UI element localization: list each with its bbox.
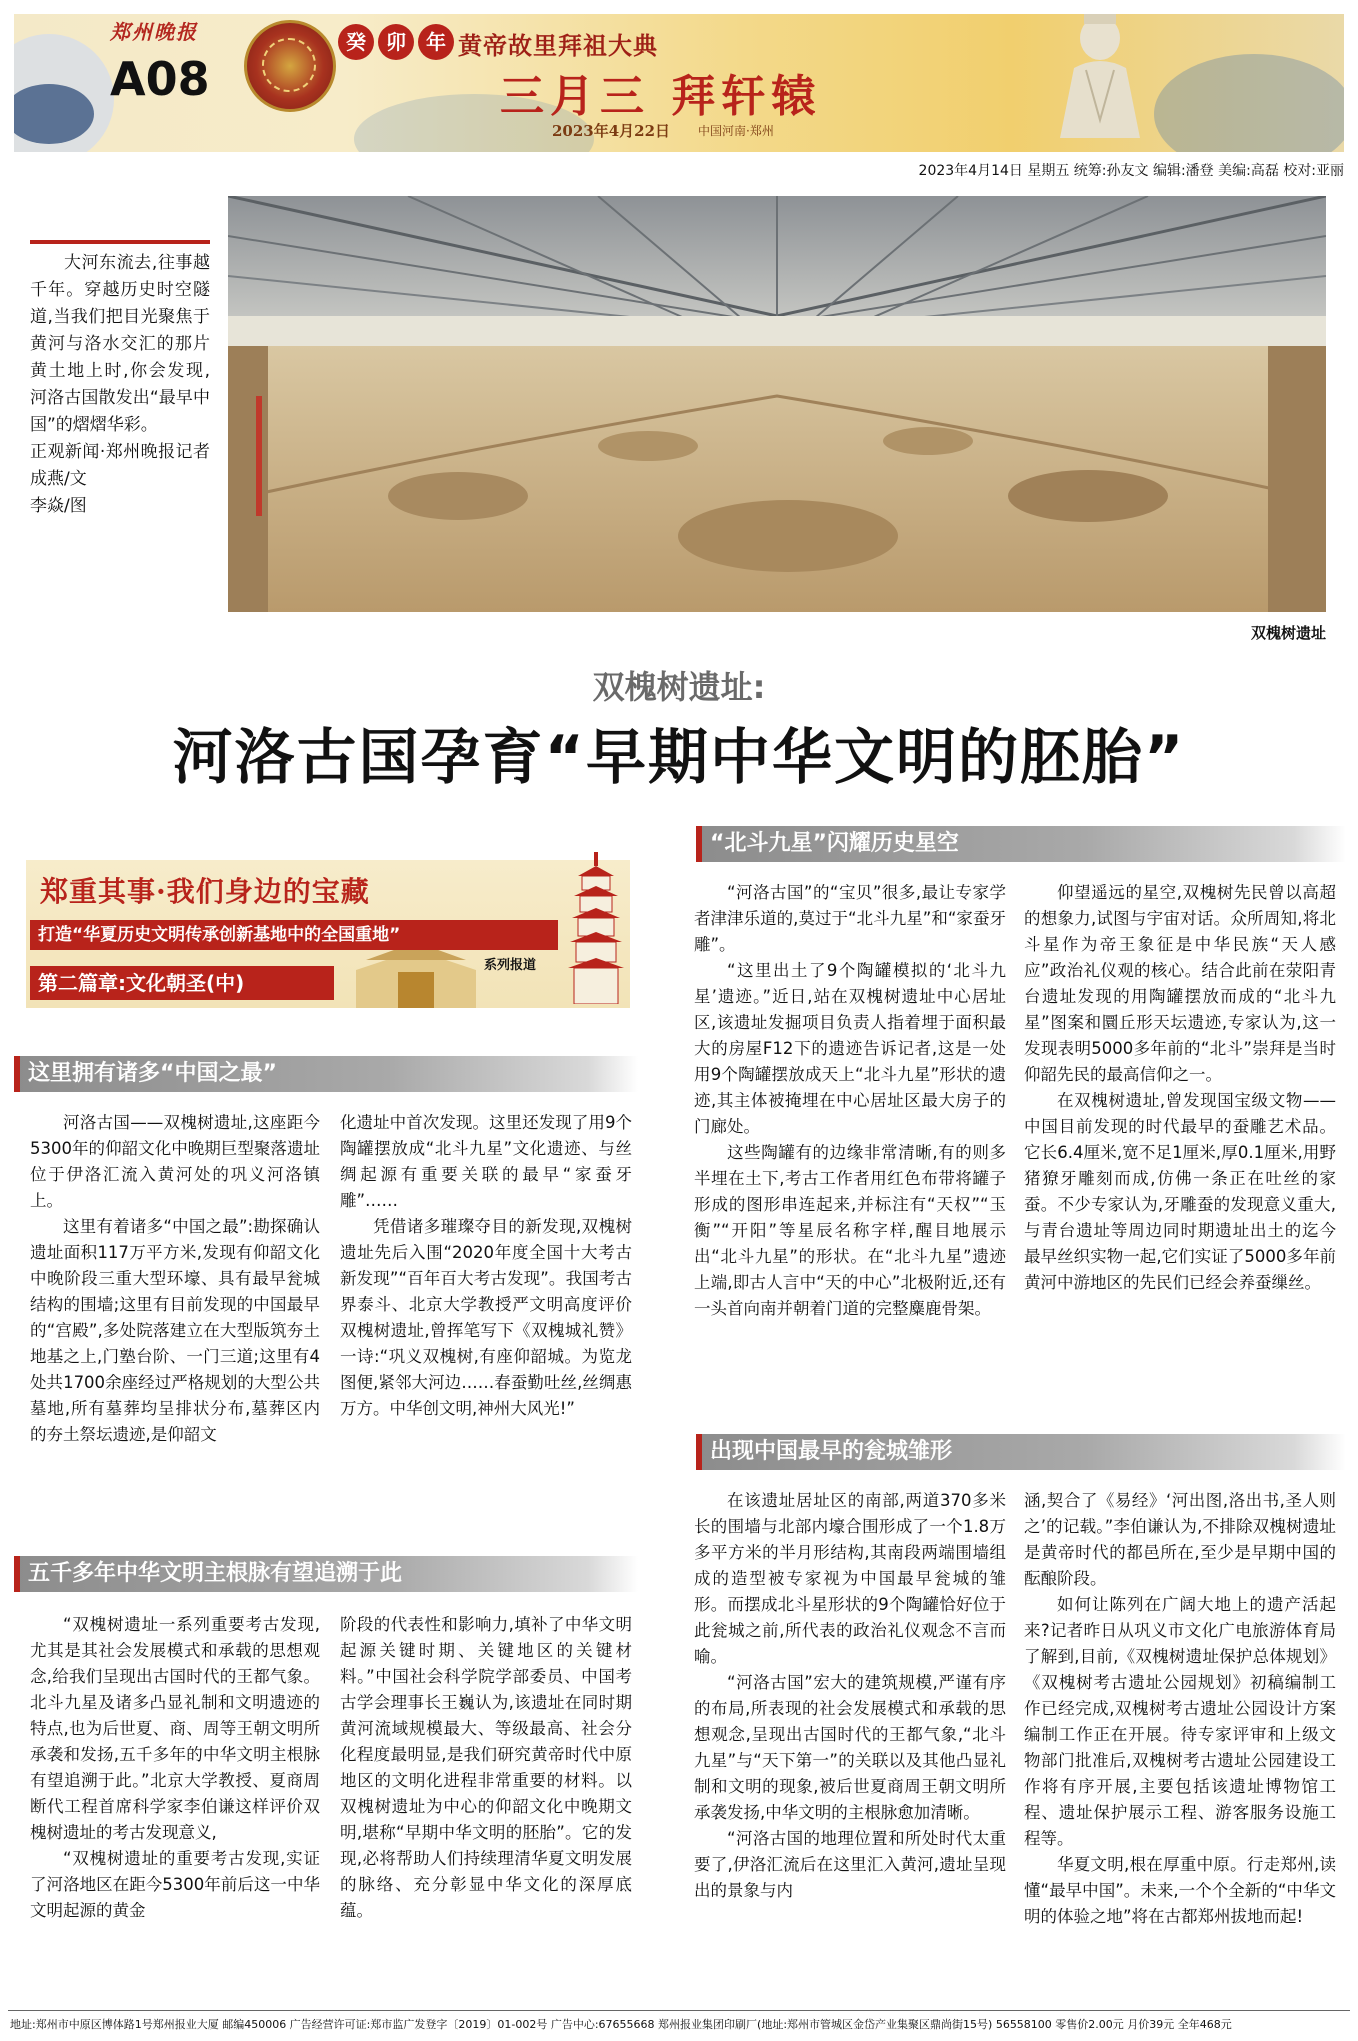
series-chapter: 第二篇章:文化朝圣(中) bbox=[30, 966, 334, 1000]
pagoda-icon bbox=[566, 852, 626, 1004]
paragraph: “河洛古国的地理位置和所处时代太重要了,伊洛汇流后在这里汇入黄河,遗址呈现出的景象与内 bbox=[694, 1829, 1006, 1900]
section-4-col-right bbox=[1024, 1488, 1336, 1930]
paragraph: 华夏文明,根在厚重中原。行走郑州,读懂“最早中国”。未来,一个个全新的“中华文明的体验之地”将在古都郑州拔地而起! bbox=[1024, 1855, 1336, 1926]
year-char-1: 癸 bbox=[338, 24, 374, 60]
event-date: 2023年4月22日 bbox=[552, 122, 671, 140]
newspaper-brand: 郑州晚报 bbox=[110, 20, 198, 44]
seal-ring bbox=[262, 38, 316, 92]
yellow-emperor-statue-icon bbox=[1040, 10, 1160, 138]
event-name: 黄帝故里拜祖大典 bbox=[458, 31, 658, 60]
paragraph: 在双槐树遗址,曾发现国宝级文物——中国目前发现的时代最早的蚕雕艺术品。它长6.4厘米,宽不足1厘米,厚0.1厘米,用野猪獠牙雕刻而成,仿佛一条正在吐丝的家蚕。不少专家认为,牙雕蚕的发现意义重大,与青台遗址等周边同时期遗址出土的迄今最早丝织实物一起,它们实证了5000多年前黄河中游地区的先民们已经会养蚕缫丝。 bbox=[1024, 1091, 1336, 1292]
paragraph: 凭借诸多璀璨夺目的新发现,双槐树遗址先后入围“2020年度全国十大考古新发现”“百年百大考古发现”。我国考古界泰斗、北京大学教授严文明高度评价双槐树遗址,曾挥笔写下《双槐城礼赞》一诗:“巩义双槐树,有座仰韶城。为览龙图便,紧邻大河边……春蚕勤吐丝,丝绸惠万方。中华创文明,神州大风光!” bbox=[340, 1217, 632, 1418]
paragraph: 河洛古国——双槐树遗址,这座距今5300年的仰韶文化中晚期巨型聚落遗址位于伊洛汇流入黄河处的巩义河洛镇上。 bbox=[30, 1113, 320, 1210]
series-subtitle: 打造“华夏历史文明传承创新基地中的全国重地” bbox=[30, 920, 558, 950]
main-headline: 河洛古国孕育“早期中华文明的胚胎” bbox=[172, 723, 1186, 793]
series-title: 郑重其事·我们身边的宝藏 bbox=[40, 875, 370, 908]
photo-caption: 双槐树遗址 bbox=[1250, 624, 1326, 642]
paragraph: 化遗址中首次发现。这里还发现了用9个陶罐摆放成“北斗九星”文化遗迹、与丝绸起源有重要关联的最早“家蚕牙雕”…… bbox=[340, 1113, 632, 1210]
lead-accent-bar bbox=[30, 240, 210, 244]
paragraph: 在该遗址居址区的南部,两道370多米长的围墙与北部内壕合围形成了一个1.8万多平方米的半月形结构,其南段两端围墙组成的造型被专家视为中国最早瓮城的雏形。而摆成北斗星形状的9个陶罐恰好位于此瓮城之前,所代表的政治礼仪观念不言而喻。 bbox=[694, 1491, 1006, 1666]
headline-kicker: 双槐树遗址: bbox=[592, 668, 766, 706]
paragraph: 涵,契合了《易经》‘河出图,洛出书,圣人则之’的记载。”李伯谦认为,不排除双槐树遗址是黄帝时代的都邑所在,至少是早期中国的酝酿阶段。 bbox=[1024, 1491, 1336, 1588]
issue-byline: 2023年4月14日 星期五 统筹:孙友文 编辑:潘登 美编:高磊 校对:亚丽 bbox=[918, 163, 1344, 179]
footer-imprint: 地址:郑州市中原区博体路1号郑州报业大厦 邮编450006 广告经营许可证:郑市监广发登字〔2019〕01-002号 广告中心:67655668 郑州报业集团印刷厂(地址:郑州市管城区金岱产业集聚区鼎尚街15号) 56558100 零售价2.00元 月价39元 全年468元 bbox=[10, 2018, 1232, 2031]
section-1-col-left bbox=[30, 1110, 320, 1448]
section-heading-4: 出现中国最早的瓮城雏形 bbox=[696, 1434, 1346, 1470]
event-slogan: 三月三 拜轩辕 bbox=[500, 71, 822, 122]
lead-text: 大河东流去,往事越千年。穿越历史时空隧道,当我们把目光聚焦于黄河与洛水交汇的那片黄土地上时,你会发现,河洛古国散发出“最早中国”的熠熠华彩。 bbox=[30, 253, 210, 435]
paragraph: 如何让陈列在广阔大地上的遗产活起来?记者昨日从巩义市文化广电旅游体育局了解到,目前,《双槐树遗址保护总体规划》《双槐树考古遗址公园规划》初稿编制工作已经完成,双槐树考古遗址公园设计方案编制工作正在开展。待专家评审和上级文物部门批准后,双槐树考古遗址公园建设工作将有序开展,主要包括该遗址博物馆工程、遗址保护展示工程、游客服务设施工程等。 bbox=[1024, 1595, 1336, 1848]
reporter-credit: 正观新闻·郑州晚报记者 成燕/文 bbox=[30, 442, 210, 489]
lead-paragraph bbox=[30, 250, 210, 520]
paragraph: 这里有着诸多“中国之最”:勘探确认遗址面积117万平方米,发现有仰韶文化中晚阶段三重大型环壕、具有最早瓮城结构的围墙;这里有目前发现的中国最早的“宫殿”,多处院落建立在大型版筑夯土地基之上,门塾台阶、一门三道;这里有4处共1700余座经过严格规划的大型公共墓地,所有墓葬均呈排状分布,墓葬区内的夯土祭坛遗迹,是仰韶文 bbox=[30, 1217, 320, 1444]
excavation-hall-image bbox=[228, 196, 1326, 612]
photographer-credit: 李焱/图 bbox=[30, 496, 87, 516]
paragraph: “河洛古国”宏大的建筑规模,严谨有序的布局,所表现的社会发展模式和承载的思想观念,呈现出古国时代的王都气象,“北斗九星”与“天下第一”的关联以及其他凸显礼制和文明的现象,被后世夏商周王朝文明所承袭发扬,中华文明的主根脉愈加清晰。 bbox=[694, 1673, 1006, 1822]
section-3-col-right bbox=[1024, 880, 1336, 1296]
page-number: A08 bbox=[110, 52, 210, 106]
paragraph: “双槐树遗址一系列重要考古发现,尤其是其社会发展模式和承载的思想观念,给我们呈现出古国时代的王都气象。北斗九星及诸多凸显礼制和文明遗迹的特点,也为后世夏、商、周等王朝文明所承袭和发扬,五千多年的中华文明主根脉有望追溯于此。”北京大学教授、夏商周断代工程首席科学家李伯谦这样评价双槐树遗址的考古发现意义, bbox=[30, 1615, 320, 1842]
section-1-col-right bbox=[340, 1110, 632, 1422]
year-char-3: 年 bbox=[418, 24, 454, 60]
section-2-col-right bbox=[340, 1612, 632, 1924]
section-heading-2: 五千多年中华文明主根脉有望追溯于此 bbox=[14, 1556, 638, 1592]
section-2-col-left bbox=[30, 1612, 320, 1924]
event-place: 中国河南·郑州 bbox=[698, 124, 774, 138]
section-heading-3: “北斗九星”闪耀历史星空 bbox=[696, 826, 1346, 862]
series-tag: 系列报道 bbox=[484, 958, 537, 973]
paragraph: 阶段的代表性和影响力,填补了中华文明起源关键时期、关键地区的关键材料。”中国社会科学院学部委员、中国考古学会理事长王巍认为,该遗址在同时期黄河流域规模最大、等级最高、社会分化程度最明显,是我们研究黄帝时代中原地区的文明化进程非常重要的材料。以双槐树遗址为中心的仰韶文化中晚期文明,堪称“早期中华文明的胚胎”。它的发现,必将帮助人们持续理清华夏文明发展的脉络、充分彰显中华文化的深厚底蕴。 bbox=[340, 1615, 632, 1920]
excavation-site-photo bbox=[228, 196, 1326, 612]
paragraph: “河洛古国”的“宝贝”很多,最让专家学者津津乐道的,莫过于“北斗九星”和“家蚕牙雕”。 bbox=[694, 883, 1006, 954]
paragraph: “这里出土了9个陶罐模拟的‘北斗九星’遗迹。”近日,站在双槐树遗址中心居址区,该遗址发掘项目负责人指着埋于面积最大的房屋F12下的遗迹告诉记者,这是一处用9个陶罐摆放成天上“北斗九星”形状的遗迹,其主体被掩埋在中心居址区最大房子的门廊处。 bbox=[694, 961, 1006, 1136]
year-char-2: 卯 bbox=[378, 24, 414, 60]
paragraph: “双槐树遗址的重要考古发现,实证了河洛地区在距今5300年前后这一中华文明起源的黄金 bbox=[30, 1849, 320, 1920]
paragraph: 这些陶罐有的边缘非常清晰,有的则多半埋在土下,考古工作者用红色布带将罐子形成的图形串连起来,并标注有“天权”“玉衡”“开阳”等星辰名称字样,醒目地展示出“北斗九星”的形状。在“北斗九星”遗迹上端,即古人言中“天的中心”北极附近,还有一头首向南并朝着门道的完整麋鹿骨架。 bbox=[694, 1143, 1006, 1318]
section-3-col-left bbox=[694, 880, 1006, 1322]
paragraph: 仰望遥远的星空,双槐树先民曾以高超的想象力,试图与宇宙对话。众所周知,将北斗星作为帝王象征是中华民族“天人感应”政治礼仪观的核心。结合此前在荥阳青台遗址发现的用陶罐摆放而成的“北斗九星”图案和圜丘形天坛遗迹,专家认为,这一发现表明5000多年前的“北斗”崇拜是当时仰韶先民的最高信仰之一。 bbox=[1024, 883, 1336, 1084]
footer-divider bbox=[8, 2010, 1350, 2011]
mountain-decoration bbox=[1154, 54, 1344, 152]
section-4-col-left bbox=[694, 1488, 1006, 1904]
section-heading-1: 这里拥有诸多“中国之最” bbox=[14, 1056, 638, 1092]
